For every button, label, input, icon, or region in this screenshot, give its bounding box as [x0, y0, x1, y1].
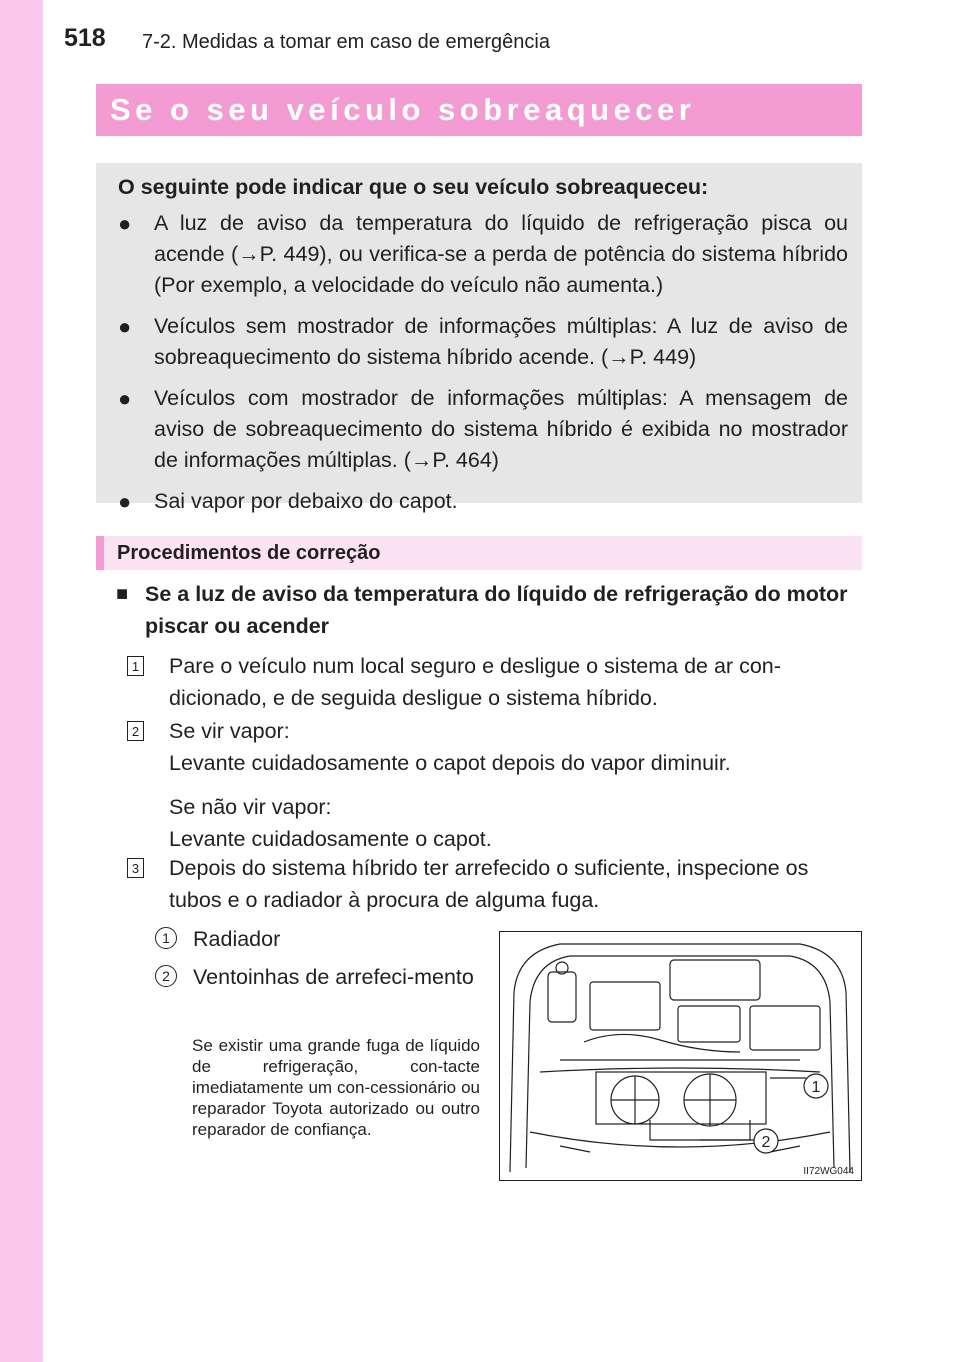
info-item [118, 208, 848, 301]
callout-fans [155, 961, 485, 993]
procedures-heading: Procedimentos de correção [117, 541, 381, 564]
bullet-icon: ● [118, 489, 132, 514]
info-box [96, 163, 862, 514]
step-text: Depois do sistema híbrido ter arrefecido o suficiente, inspecione os tubos e o radiador à procura de alguma fuga. [169, 856, 809, 912]
subsection-heading [116, 578, 862, 642]
step-text [169, 715, 862, 855]
page-number: 518 [64, 24, 106, 52]
procedures-heading-bar [96, 536, 862, 570]
step-number: 3 [127, 858, 144, 878]
info-item-text: A luz de aviso da temperatura do líquido de refrigeração pisca ou acende (→P. 449), ou verifica-se a perda de potência do sistema híbrido (Por exemplo, a velocidade do veículo não aumenta.) [154, 211, 848, 297]
info-item-text: Veículos sem mostrador de informações múltiplas: A luz de aviso de sobreaquecimento do sistema híbrido acende. (→P. 449) [154, 314, 848, 369]
callout-label: Ventoinhas de arrefeci-mento [193, 965, 474, 989]
info-item-text: Sai vapor por debaixo do capot. [154, 489, 458, 513]
page-title: Se o seu veículo sobreaquecer [110, 92, 696, 127]
info-item [118, 486, 848, 517]
bullet-icon: ● [118, 314, 132, 339]
figure-code: II72WG044 [803, 1166, 854, 1177]
step-3 [127, 852, 862, 916]
engine-bay-illustration [500, 932, 860, 1179]
step-number: 1 [127, 656, 144, 676]
bullet-icon: ● [118, 386, 132, 411]
square-bullet-icon: ■ [116, 583, 129, 605]
step-text-line: Se não vir vapor: [169, 795, 332, 819]
title-bar [96, 84, 862, 136]
warning-note: Se existir uma grande fuga de líquido de refrigeração, con-tacte imediatamente um con-cessionário ou reparador Toyota autorizado ou outro reparador de confiança. [192, 1036, 480, 1139]
step-text-line: Levante cuidadosamente o capot depois do vapor diminuir. [169, 751, 731, 775]
running-head: 7-2. Medidas a tomar em caso de emergência [142, 31, 550, 53]
engine-bay-figure [499, 931, 862, 1181]
step-text-line: Se vir vapor: [169, 719, 290, 743]
step-number: 2 [127, 721, 144, 741]
figure-callout-2: 2 [761, 1134, 771, 1151]
step-text: Pare o veículo num local seguro e desligue o sistema de ar con-dicionado, e de seguida desligue o sistema híbrido. [169, 654, 781, 710]
info-item [118, 383, 848, 476]
step-1 [127, 650, 862, 714]
info-heading: O seguinte pode indicar que o seu veículo sobreaqueceu: [118, 175, 709, 199]
callout-label: Radiador [193, 927, 281, 951]
bullet-icon: ● [118, 211, 132, 236]
info-item [118, 311, 848, 373]
callout-radiator [155, 923, 485, 955]
step-text-line: Levante cuidadosamente o capot. [169, 827, 492, 851]
subsection-heading-text: Se a luz de aviso da temperatura do líquido de refrigeração do motor piscar ou acender [145, 582, 848, 638]
side-strip [0, 0, 43, 1362]
info-item-text: Veículos com mostrador de informações múltiplas: A mensagem de aviso de sobreaquecimento do sistema híbrido é exibida no mostrador de informações múltiplas. (→P. 464) [154, 386, 848, 472]
figure-callout-1: 1 [811, 1079, 821, 1096]
callout-number: 2 [155, 965, 177, 987]
callout-number: 1 [155, 927, 177, 949]
step-2 [127, 715, 862, 855]
